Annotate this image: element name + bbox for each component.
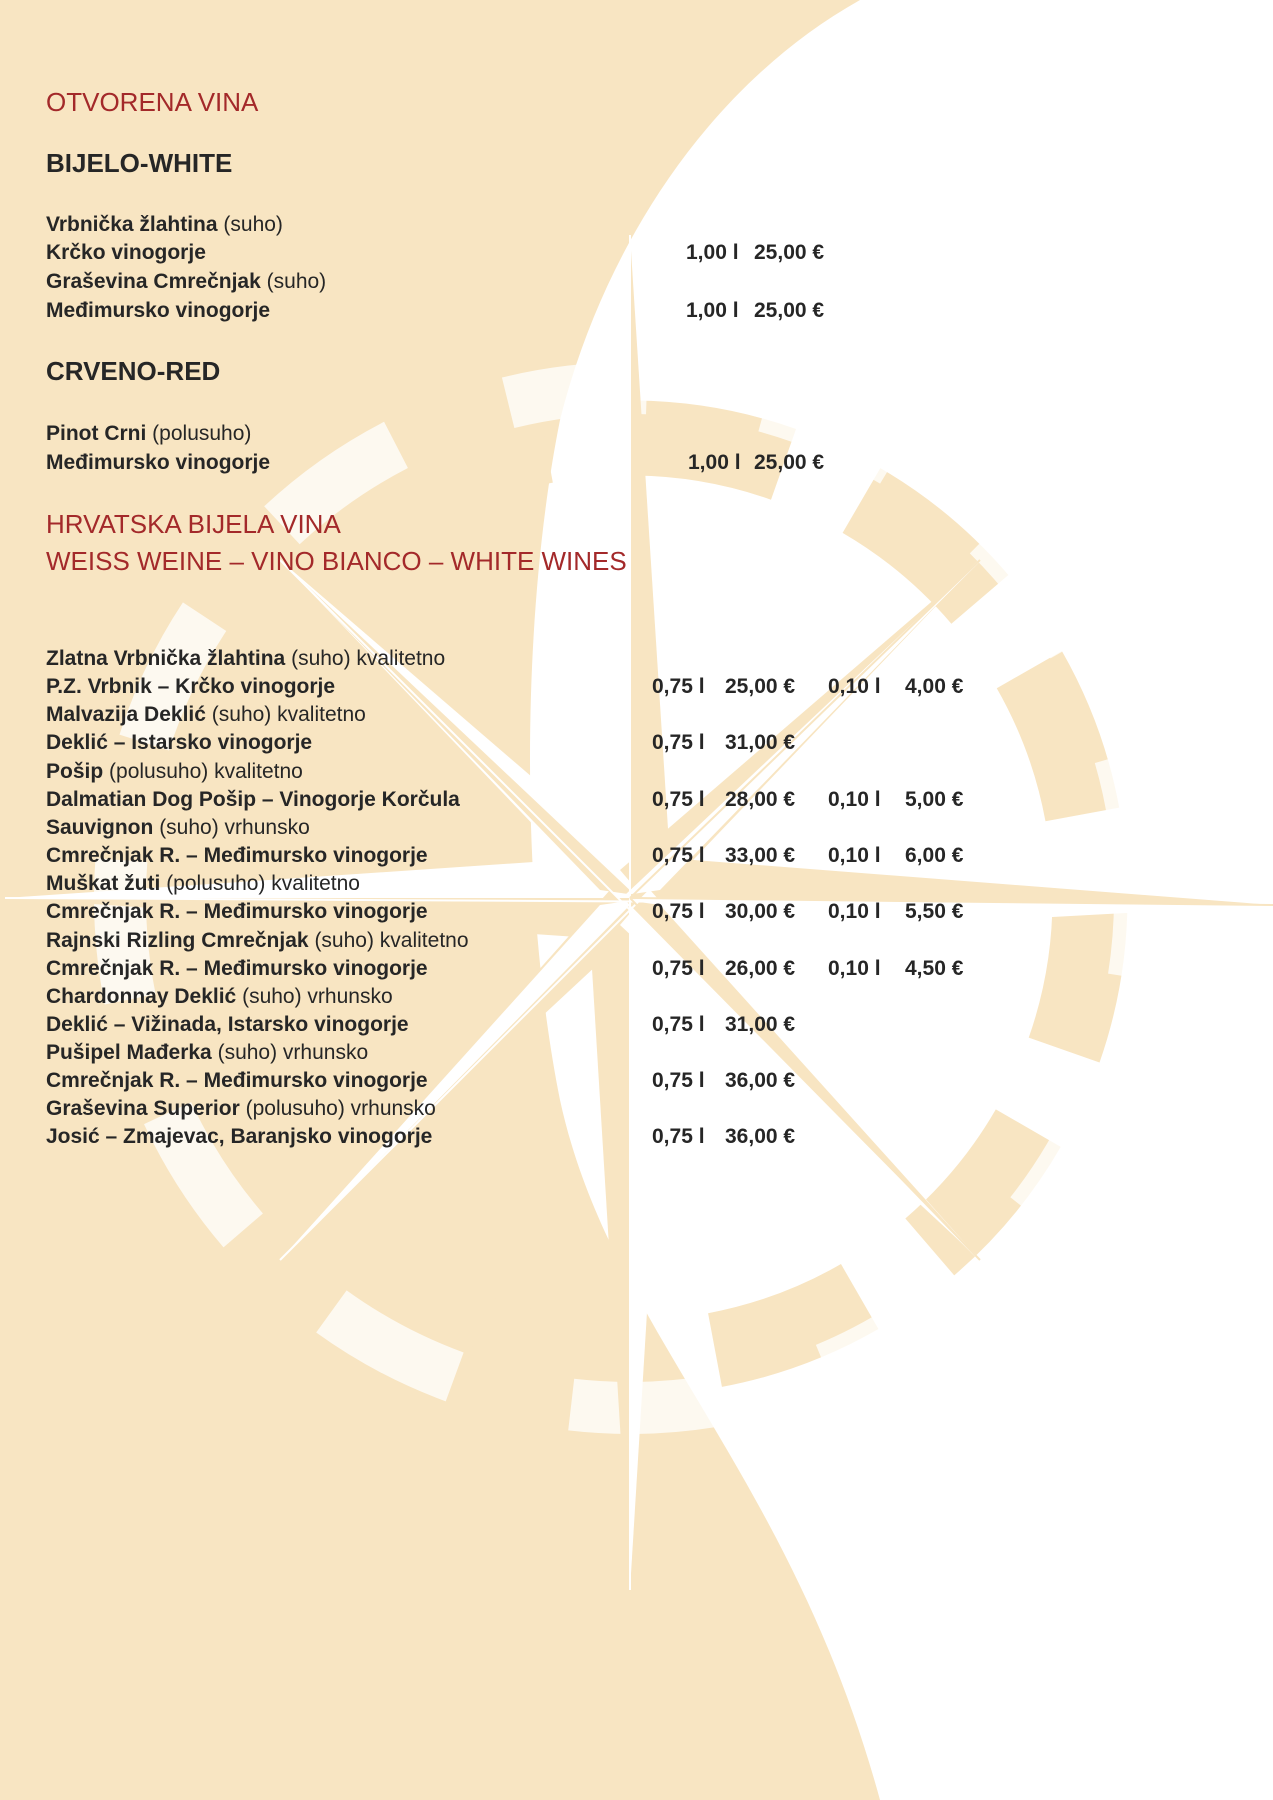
volume: 1,00 l [686,241,739,264]
wine-name: Pinot Crni [46,422,147,445]
bottle-price: 25,00 € [725,675,796,698]
wine-producer: Krčko vinogorje [46,241,206,264]
volume: 1,00 l [688,451,741,474]
bottle-price: 30,00 € [725,900,796,923]
wine-name-line [46,1096,436,1122]
section-title-croatian-white: HRVATSKA BIJELA VINA [46,509,341,539]
wine-name: Graševina Superior [46,1097,240,1120]
red-wine-heading: CRVENO-RED [46,356,221,386]
wine-name-line [46,646,445,672]
wine-name-line [46,984,393,1010]
glass-price: 4,50 € [905,957,964,980]
bottle-price: 31,00 € [725,731,796,754]
wine-producer: Međimursko vinogorje [46,451,271,474]
wine-note: (polusuho) [152,422,252,445]
wine-name: Zlatna Vrbnička žlahtina [46,647,286,670]
wine-name-line [46,928,469,954]
wine-name: Sauvignon [46,816,154,839]
glass-price: 6,00 € [905,844,964,867]
wine-name: Pušipel Mađerka [46,1041,212,1064]
glass-price: 5,00 € [905,788,964,811]
wine-producer: Cmrečnjak R. – Međimursko vinogorje [46,1069,428,1092]
wine-producer: Međimursko vinogorje [46,299,271,322]
wine-name-line [46,1040,368,1066]
glass-volume: 0,10 l [828,844,881,867]
wine-note: (suho) vrhunsko [242,985,393,1008]
volume: 1,00 l [686,299,739,322]
wine-name: Muškat žuti [46,872,161,895]
glass-volume: 0,10 l [828,788,881,811]
wine-note: (polusuho) vrhunsko [245,1097,436,1120]
wine-name: Malvazija Deklić [46,703,206,726]
section-title-open-wines: OTVORENA VINA [46,87,259,117]
glass-volume: 0,10 l [828,675,881,698]
wine-name-line [46,212,283,238]
wine-producer: Deklić – Istarsko vinogorje [46,731,313,754]
wine-note: (suho) [223,213,283,236]
bottle-volume: 0,75 l [652,788,705,811]
glass-price: 4,00 € [905,675,964,698]
wine-name-line [46,421,251,447]
wine-note: (suho) kvalitetno [291,647,446,670]
bottle-price: 36,00 € [725,1125,796,1148]
wine-note: (suho) vrhunsko [217,1041,369,1064]
bottle-price: 33,00 € [725,844,796,867]
price: 25,00 € [754,451,825,474]
wine-name: Graševina Cmrečnjak [46,270,261,293]
bottle-volume: 0,75 l [652,957,705,980]
bottle-volume: 0,75 l [652,900,705,923]
white-wine-heading: BIJELO-WHITE [46,148,233,178]
wine-producer: Cmrečnjak R. – Međimursko vinogorje [46,844,428,867]
wine-note: (suho) vrhunsko [159,816,310,839]
wine-note: (suho) [266,270,327,293]
wine-name: Rajnski Rizling Cmrečnjak [46,929,309,952]
wine-name-line [46,269,326,295]
price: 25,00 € [754,299,825,322]
wine-name-line [46,871,360,897]
wine-note: (suho) kvalitetno [211,703,366,726]
bottle-volume: 0,75 l [652,675,705,698]
wine-producer: Cmrečnjak R. – Međimursko vinogorje [46,957,428,980]
bottle-price: 36,00 € [725,1069,796,1092]
price: 25,00 € [754,241,825,264]
wine-name-line [46,759,303,785]
wine-producer: P.Z. Vrbnik – Krčko vinogorje [46,675,336,698]
glass-volume: 0,10 l [828,900,881,923]
glass-volume: 0,10 l [828,957,881,980]
wine-name: Chardonnay Deklić [46,985,237,1008]
wine-producer: Deklić – Vižinada, Istarsko vinogorje [46,1013,409,1036]
wine-note: (suho) kvalitetno [314,929,469,952]
bottle-price: 28,00 € [725,788,796,811]
wine-name: Pošip [46,760,104,783]
wine-note: (polusuho) kvalitetno [109,760,303,783]
wine-producer: Josić – Zmajevac, Baranjsko vinogorje [46,1125,433,1148]
bottle-price: 31,00 € [725,1013,796,1036]
bottle-price: 26,00 € [725,957,796,980]
bottle-volume: 0,75 l [652,731,705,754]
wine-producer: Dalmatian Dog Pošip – Vinogorje Korčula [46,788,460,811]
wine-note: (polusuho) kvalitetno [166,872,360,895]
wine-name: Vrbnička žlahtina [46,213,218,236]
bottle-volume: 0,75 l [652,1125,705,1148]
wine-producer: Cmrečnjak R. – Međimursko vinogorje [46,900,428,923]
bottle-volume: 0,75 l [652,844,705,867]
bottle-volume: 0,75 l [652,1013,705,1036]
wine-name-line [46,815,310,841]
wine-name-line [46,702,366,728]
section-subtitle-croatian-white: WEISS WEINE – VINO BIANCO – WHITE WINES [46,546,627,576]
bottle-volume: 0,75 l [652,1069,705,1092]
glass-price: 5,50 € [905,900,964,923]
